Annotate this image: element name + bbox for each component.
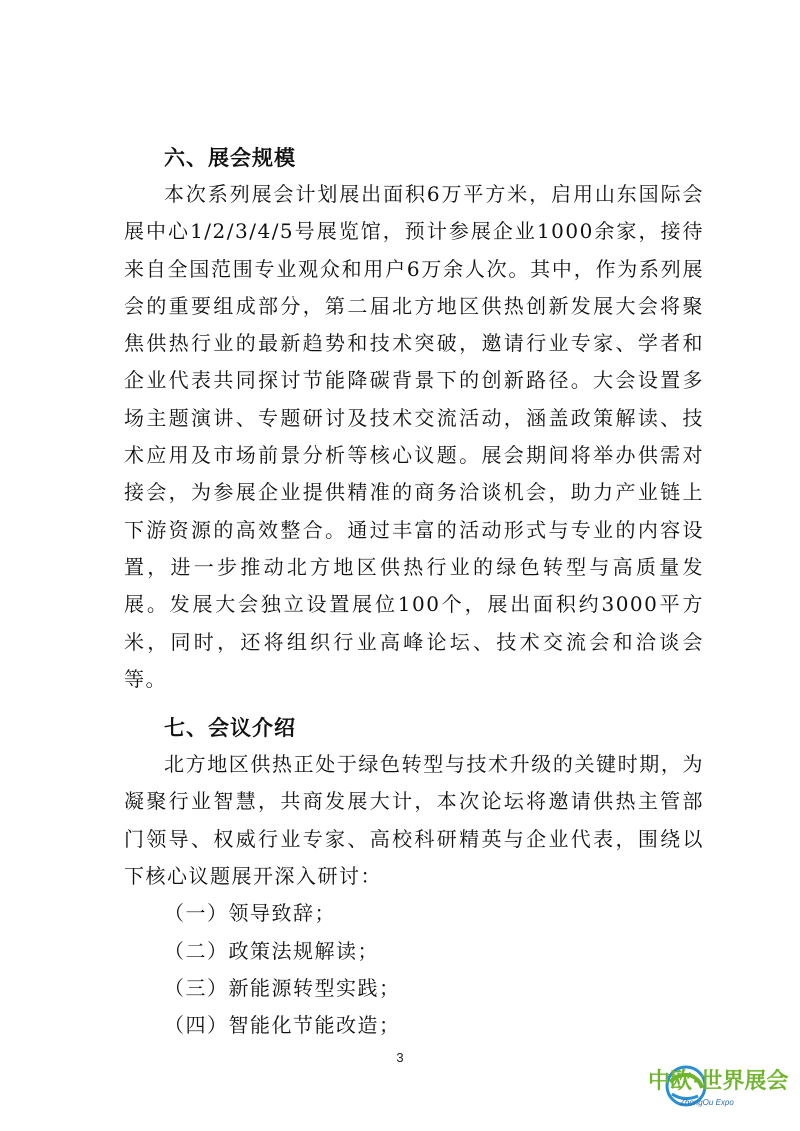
topic-list-item: （二）政策法规解读；	[164, 938, 379, 963]
section-spacer	[124, 698, 704, 710]
document-body	[124, 140, 704, 1045]
topic-list-item: （一）领导致辞；	[164, 901, 336, 926]
topic-list-item: （四）智能化节能改造；	[164, 1013, 401, 1038]
paragraph-exhibition-scale: 本次系列展会计划展出面积6万平方米，启用山东国际会展中心1/2/3/4/5号展览馆，预计参展企业1000余家，接待来自全国范围专业观众和用户6万余人次。其中，作为系列展会的重要组成部分，第二届北方地区供热创新发展大会将聚焦供热行业的最新趋势和技术突破，邀请行业专家、学者和企业代表共同探讨节能降碳背景下的创新路径。大会设置多场主题演讲、专题研讨及技术交流活动，涵盖政策解读、技术应用及市场前景分析等核心议题。展会期间将举办供需对接会，为参展企业提供精准的商务洽谈机会，助力产业链上下游资源的高效整合。通过丰富的活动形式与专业的内容设置，进一步推动北方地区供热行业的绿色转型与高质量发展。发展大会独立设置展位100个，展出面积约3000平方米，同时，还将组织行业高峰论坛、技术交流会和洽谈会等。	[124, 182, 704, 691]
page-number: 3	[396, 1050, 404, 1065]
section-heading-exhibition-scale: 六、展会规模	[164, 146, 296, 170]
paragraph-conference-intro: 北方地区供热正处于绿色转型与技术升级的关键时期，为凝聚行业智慧，共商发展大计，本次论坛将邀请供热主管部门领导、权威行业专家、高校科研精英与企业代表，围绕以下核心议题展开深入研讨：	[124, 752, 704, 889]
topic-list-item: （三）新能源转型实践；	[164, 975, 401, 1000]
watermark-sub-text: ZhongOu Expo	[680, 1098, 734, 1107]
watermark-logo	[612, 1058, 792, 1124]
section-heading-conference-intro: 七、会议介绍	[164, 716, 296, 741]
watermark-logo-text: 中欧·世界展会	[648, 1069, 789, 1094]
